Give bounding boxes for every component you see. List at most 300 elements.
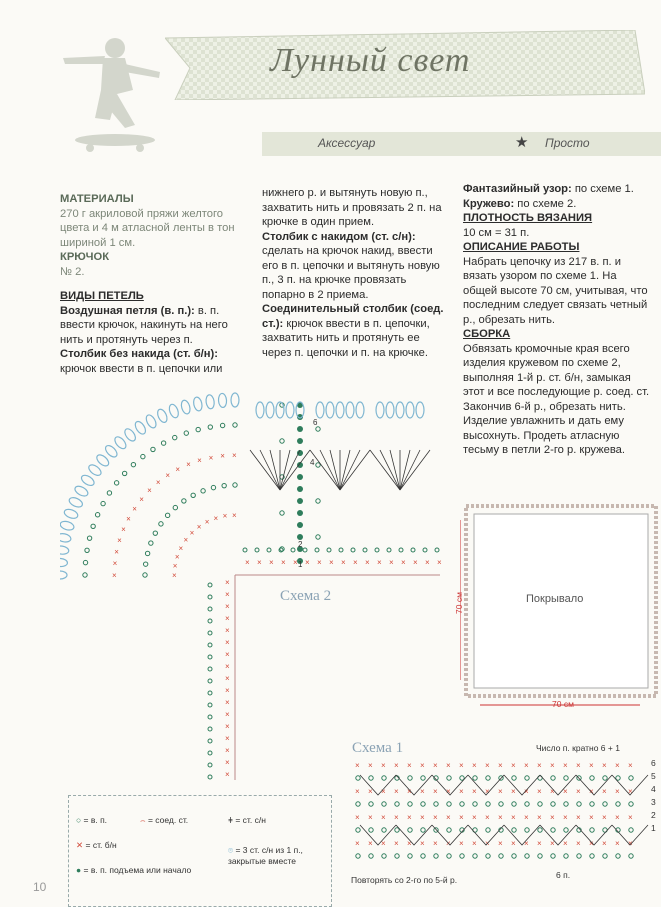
row-num-3: 3 (651, 797, 656, 807)
sbn-stitch: × (232, 511, 237, 520)
chain-stitch (421, 776, 425, 780)
chain-stitch (512, 854, 516, 858)
chain-stitch (499, 854, 503, 858)
chain-stitch (486, 828, 490, 832)
legend-start-text: = в. п. подъема или начало (83, 865, 192, 875)
sbn-stitch: × (615, 813, 620, 822)
chain-stitch (208, 679, 212, 683)
sbn-stitch: × (563, 761, 568, 770)
legend-ssn: ǂ = ст. с/н (228, 815, 266, 825)
chain-stitch (356, 828, 360, 832)
chain-stitch (434, 802, 438, 806)
sbn-stitch: × (225, 734, 230, 743)
chain-stitch (316, 499, 320, 503)
sbn-stitch: × (225, 662, 230, 671)
scheme1-stitches (355, 761, 648, 858)
chain-stitch (512, 828, 516, 832)
chain-stitch (243, 548, 247, 552)
sbn-stitch: × (225, 710, 230, 719)
sbn-stitch: × (186, 460, 191, 470)
chain-stitch (91, 524, 95, 528)
dc-stitch (340, 450, 360, 490)
sbn-stitch: × (196, 522, 202, 532)
difficulty-label: Просто (545, 136, 590, 150)
sbn-stitch: × (293, 558, 298, 567)
sbn-stitch: × (524, 813, 529, 822)
sbn-stitch: × (628, 839, 633, 848)
chain-stitch (525, 828, 529, 832)
sbn-stitch: × (355, 761, 360, 770)
start-stitch (297, 474, 303, 480)
star-icon: ★ (515, 134, 529, 151)
sbn-stitch: × (172, 561, 178, 571)
sbn-stitch: × (602, 813, 607, 822)
cluster-stitch (205, 394, 215, 409)
sbn-stitch: × (225, 758, 230, 767)
dc-stitch (340, 450, 370, 490)
chain-stitch (208, 607, 212, 611)
dc-stitch (370, 450, 400, 490)
cluster-stitch (103, 443, 119, 459)
conn-title: Соединительный столбик (соед. ст.): (262, 303, 444, 330)
dc-stitch (250, 450, 280, 490)
sbn-stitch: × (394, 787, 399, 796)
skater-illustration (55, 30, 175, 160)
chain-stitch (173, 505, 177, 509)
cluster-stitch (60, 532, 72, 543)
scheme2-row-1: 1 (298, 560, 303, 569)
chain-stitch (280, 547, 284, 551)
sbn-stitch: × (550, 839, 555, 848)
chain-stitch (447, 776, 451, 780)
sbn-stitch: × (472, 761, 477, 770)
chain-stitch (395, 828, 399, 832)
chain-stitch (316, 463, 320, 467)
legend-three-text: = 3 ст. с/н из 1 п., закрытые вместе (228, 845, 303, 866)
row-num-1: 1 (651, 823, 656, 833)
cluster-stitch (356, 402, 364, 418)
chain-stitch (512, 776, 516, 780)
chain-stitch (382, 776, 386, 780)
conn-text: крючок ввести в п. цепочки, захватить нить и протянуть ее через п. цепочки и п. на крючке. (262, 317, 430, 359)
sbn-stitch: × (204, 517, 210, 527)
chain-stitch (161, 441, 165, 445)
chain-stitch (629, 854, 633, 858)
cluster-stitch (386, 402, 394, 418)
sbn-stitch: × (563, 839, 568, 848)
scheme2-label: Схема 2 (280, 588, 332, 604)
sbn-stitch: × (511, 813, 516, 822)
dc-stitch (360, 825, 396, 845)
sbn-stitch: × (377, 558, 382, 567)
chain-stitch (473, 854, 477, 858)
sbn-stitch: × (305, 558, 310, 567)
chain-stitch (196, 427, 200, 431)
start-stitch (297, 510, 303, 516)
cluster-stitch (231, 393, 239, 407)
stitches-heading: ВИДЫ ПЕТЕЛЬ (60, 290, 144, 302)
chain-stitch (447, 854, 451, 858)
chain-stitch (233, 483, 237, 487)
chain-stitch (590, 776, 594, 780)
sbn-stitch: × (174, 552, 180, 562)
chain-stitch (629, 776, 633, 780)
sbn-stitch: × (329, 558, 334, 567)
chain-stitch (208, 775, 212, 779)
chain-stitch (551, 802, 555, 806)
sbn-stitch: × (437, 558, 442, 567)
sbn-stitch: × (147, 486, 152, 496)
sbn-stitch: × (589, 813, 594, 822)
sbn-stitch: × (420, 839, 425, 848)
dc-stitch (320, 450, 340, 490)
chain-stitch (486, 776, 490, 780)
sbn-stitch: × (121, 525, 126, 535)
chain-stitch (590, 828, 594, 832)
stitches-continued (262, 186, 448, 360)
chain-stitch (382, 802, 386, 806)
sbn-stitch: × (576, 813, 581, 822)
legend-conn: ⌢ = соед. ст. (140, 815, 189, 825)
sbn-stitch: × (628, 761, 633, 770)
sbn-stitch: × (420, 787, 425, 796)
scheme2-row-6: 6 (313, 418, 318, 427)
scheme2-row-2: 2 (298, 540, 303, 549)
scheme2-row-4: 4 (310, 458, 315, 467)
sbn-stitch: × (222, 511, 228, 521)
chain-stitch (460, 802, 464, 806)
sbn-stitch: × (189, 528, 195, 538)
chain-stitch (395, 802, 399, 806)
cluster-stitch (123, 427, 138, 443)
scheme1-label: Схема 1 (352, 740, 404, 756)
dc-stitch (396, 775, 432, 795)
chain-stitch (95, 513, 99, 517)
chain-stitch (222, 483, 226, 487)
legend-conn-text: = соед. ст. (147, 815, 189, 825)
sbn-text-cont: нижнего р. и вытянуть новую п., захватить нить и провязать 2 п. на крючке в один прием. (262, 187, 442, 228)
dc-stitch (400, 450, 430, 490)
sbn-stitch: × (381, 761, 386, 770)
cluster-stitch (60, 520, 75, 532)
sbn-stitch: × (563, 787, 568, 796)
sbn-stitch: × (245, 558, 250, 567)
chain-stitch (122, 471, 126, 475)
chain-stitch (408, 854, 412, 858)
sbn-stitch: × (365, 558, 370, 567)
sbn-stitch: × (550, 813, 555, 822)
chain-stitch (564, 802, 568, 806)
lace-title: Кружево: (463, 197, 515, 210)
scheme2-chart (60, 390, 450, 790)
sbn-stitch: × (511, 839, 516, 848)
row-num-2: 2 (651, 810, 656, 820)
sbn-stitch: × (446, 839, 451, 848)
dc-stitch (540, 775, 576, 795)
sbn-stitch: × (225, 650, 230, 659)
cluster-stitch (80, 473, 96, 487)
sbn-stitch: × (213, 513, 219, 523)
chain-stitch (208, 763, 212, 767)
chain-stitch (447, 828, 451, 832)
sbn-stitch: × (407, 787, 412, 796)
sbn-stitch: × (433, 787, 438, 796)
scheme2-stitches (60, 393, 442, 779)
sbn-stitch: × (155, 478, 161, 488)
sbn-stitch: × (355, 839, 360, 848)
row-num-6: 6 (651, 758, 656, 768)
sbn-stitch: × (420, 813, 425, 822)
vp-text: в. п. ввести крючок, накинуть на него нить и протянуть через п. (60, 304, 228, 346)
chain-stitch (208, 655, 212, 659)
row-num-5: 5 (651, 771, 656, 781)
sbn-stitch: × (537, 839, 542, 848)
sbn-stitch: × (576, 761, 581, 770)
chain-stitch (408, 828, 412, 832)
chain-stitch (182, 499, 186, 503)
cluster-stitch (316, 402, 324, 418)
sbn-stitch: × (498, 813, 503, 822)
chain-stitch (208, 667, 212, 671)
sbn-stitch: × (139, 494, 144, 504)
sbn-stitch: × (225, 578, 230, 587)
sbn-stitch: × (472, 787, 477, 796)
sbn-stitch: × (420, 761, 425, 770)
chain-stitch (486, 854, 490, 858)
sbn-stitch: × (550, 761, 555, 770)
chain-stitch (564, 776, 568, 780)
legend-sbn-text: = ст. б/н (85, 840, 117, 850)
sbn-stitch: × (225, 770, 230, 779)
sbn-stitch: × (485, 813, 490, 822)
sbn-stitch: × (537, 813, 542, 822)
legend-ssn-text: = ст. с/н (235, 815, 266, 825)
chain-stitch (408, 802, 412, 806)
chain-stitch (435, 548, 439, 552)
dc-stitch (310, 450, 340, 490)
chain-stitch (434, 854, 438, 858)
hook-value: № 2. (60, 265, 85, 278)
sbn-text: крючок ввести в п. цепочки или (60, 362, 223, 375)
sbn-stitch: × (394, 813, 399, 822)
chain-stitch (421, 854, 425, 858)
chain-stitch (577, 802, 581, 806)
chain-stitch (603, 854, 607, 858)
sbn-stitch: × (112, 559, 118, 569)
chain-stitch (267, 548, 271, 552)
sbn-title: Столбик без накида (ст. б/н): (60, 348, 218, 360)
cluster-stitch (73, 484, 89, 498)
chain-stitch (316, 427, 320, 431)
cluster-stitch (144, 413, 158, 429)
sbn-stitch: × (615, 839, 620, 848)
sbn-stitch: × (114, 547, 119, 557)
sbn-stitch: × (498, 839, 503, 848)
sbn-stitch: × (524, 761, 529, 770)
chain-stitch (590, 802, 594, 806)
chain-stitch (220, 423, 224, 427)
sbn-stitch: × (485, 839, 490, 848)
multiple-note: Число п. кратно 6 + 1 (536, 743, 620, 753)
sbn-stitch: × (225, 638, 230, 647)
assembly-heading: СБОРКА (463, 328, 511, 340)
sbn-stitch: × (197, 456, 202, 466)
sbn-stitch: × (126, 514, 131, 524)
chain-stitch (208, 631, 212, 635)
chain-stitch (629, 828, 633, 832)
legend-start: ● = в. п. подъема или начало (76, 865, 192, 875)
chain-stitch (421, 828, 425, 832)
sbn-stitch: × (394, 761, 399, 770)
sbn-stitch: × (355, 787, 360, 796)
chain-stitch (208, 715, 212, 719)
sbn-stitch: × (511, 787, 516, 796)
sbn-stitch: × (459, 761, 464, 770)
sbn-stitch: × (368, 761, 373, 770)
sbn-stitch: × (175, 465, 181, 475)
cluster-stitch (60, 558, 68, 567)
chain-stitch (107, 491, 111, 495)
dc-stitch (504, 825, 540, 845)
chain-stitch (538, 802, 542, 806)
chain-stitch (356, 802, 360, 806)
sbn-stitch: × (576, 787, 581, 796)
chain-stitch (423, 548, 427, 552)
dc-stitch (540, 825, 576, 845)
sbn-stitch: × (498, 787, 503, 796)
materials-section (60, 192, 250, 376)
sbn-stitch: × (232, 451, 237, 460)
sbn-stitch: × (117, 536, 122, 546)
chain-stitch (369, 828, 373, 832)
dc-stitch (504, 775, 540, 795)
sbn-stitch: × (498, 761, 503, 770)
sbn-stitch: × (381, 839, 386, 848)
sbn-stitch: × (381, 787, 386, 796)
chain-stitch (603, 776, 607, 780)
sbn-stitch: × (563, 813, 568, 822)
page-number: 10 (33, 880, 47, 894)
cluster-stitch (256, 402, 264, 418)
blanket-schematic (460, 500, 660, 720)
chain-stitch (399, 548, 403, 552)
chain-stitch (315, 548, 319, 552)
sbn-stitch: × (132, 504, 137, 514)
dc-stitch (360, 775, 396, 795)
sbn-stitch: × (550, 787, 555, 796)
chain-stitch (316, 535, 320, 539)
sbn-stitch: × (433, 761, 438, 770)
sbn-stitch: × (225, 614, 230, 623)
cluster-stitch (336, 402, 344, 418)
cluster-stitch (156, 408, 169, 424)
legend-vp-text: = в. п. (83, 815, 108, 825)
sbn-stitch: × (225, 686, 230, 695)
chain-stitch (211, 485, 215, 489)
chain-stitch (369, 776, 373, 780)
gauge-heading: ПЛОТНОСТЬ ВЯЗАНИЯ (463, 212, 593, 224)
chain-stitch (512, 802, 516, 806)
sbn-stitch: × (472, 839, 477, 848)
sbn-stitch: × (446, 787, 451, 796)
chain-stitch (145, 551, 149, 555)
sbn-stitch: × (407, 839, 412, 848)
chain-stitch (369, 854, 373, 858)
chain-stitch (201, 489, 205, 493)
chain-stitch (447, 802, 451, 806)
chain-stitch (473, 802, 477, 806)
sbn-stitch: × (433, 813, 438, 822)
chain-stitch (208, 691, 212, 695)
sbn-stitch: × (602, 839, 607, 848)
pattern-section (463, 182, 651, 458)
cluster-stitch (396, 402, 404, 418)
sbn-stitch: × (225, 746, 230, 755)
cluster-stitch (113, 435, 128, 451)
sbn-stitch: × (537, 787, 542, 796)
gauge-text: 10 см = 31 п. (463, 226, 530, 239)
start-stitch (297, 426, 303, 432)
sbn-stitch: × (576, 839, 581, 848)
blanket-label: Покрывало (526, 593, 584, 605)
start-stitch (297, 498, 303, 504)
hook-heading: КРЮЧОК (60, 251, 110, 263)
chain-stitch (131, 462, 135, 466)
chain-stitch (143, 562, 147, 566)
sbn-stitch: × (485, 761, 490, 770)
cluster-stitch (180, 399, 192, 415)
chain-stitch (351, 548, 355, 552)
sbn-stitch: × (394, 839, 399, 848)
chain-stitch (395, 854, 399, 858)
chain-stitch (356, 854, 360, 858)
chain-stitch (85, 548, 89, 552)
chain-stitch (208, 643, 212, 647)
cluster-stitch (60, 545, 69, 555)
cluster-stitch (133, 420, 147, 436)
chain-stitch (208, 583, 212, 587)
cluster-stitch (266, 402, 274, 418)
chain-stitch (141, 454, 145, 458)
sbn-stitch: × (381, 813, 386, 822)
sbn-stitch: × (615, 761, 620, 770)
chain-stitch (151, 447, 155, 451)
chain-stitch (564, 828, 568, 832)
sbn-stitch: × (425, 558, 430, 567)
sbn-stitch: × (524, 839, 529, 848)
sbn-stitch: × (472, 813, 477, 822)
sbn-stitch: × (281, 558, 286, 567)
sbn-stitch: × (368, 813, 373, 822)
chain-stitch (577, 854, 581, 858)
category-label: Аксессуар (318, 136, 376, 150)
chain-stitch (165, 513, 169, 517)
chain-stitch (525, 802, 529, 806)
sbn-stitch: × (225, 590, 230, 599)
lace-text: по схеме 2. (517, 197, 577, 210)
chain-stitch (83, 560, 87, 564)
start-stitch (297, 438, 303, 444)
materials-text: 270 г акриловой пряжи желтого цвета и 4 м атласной ленты в тон шириной 1 см. (60, 207, 235, 249)
repeat-width: 6 п. (556, 870, 571, 880)
sbn-stitch: × (589, 839, 594, 848)
sbn-stitch: × (407, 761, 412, 770)
sbn-stitch: × (368, 787, 373, 796)
blanket-height: 70 см (453, 592, 464, 614)
sbn-stitch: × (537, 761, 542, 770)
chain-stitch (83, 573, 87, 577)
chain-stitch (421, 802, 425, 806)
